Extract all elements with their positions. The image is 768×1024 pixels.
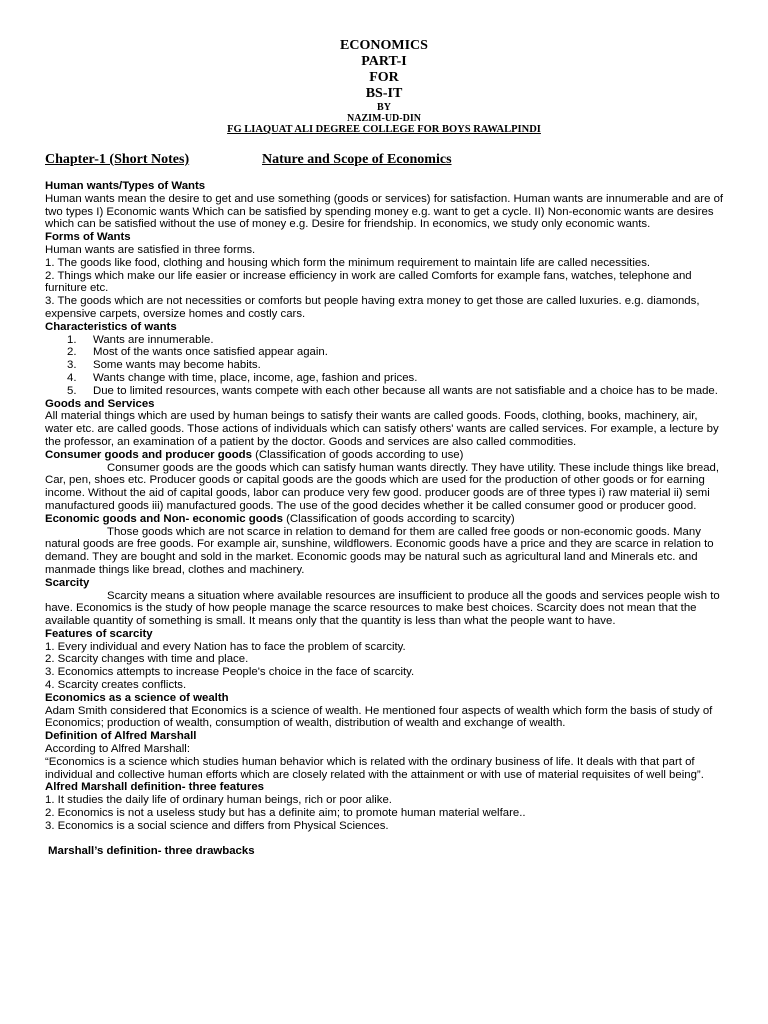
- paragraph-marshall-feature-3: 3. Economics is a social science and differs from Physical Sciences.: [45, 819, 389, 832]
- section-heading-goods-services: Goods and Services: [45, 397, 155, 410]
- paragraph-economic-goods: Those goods which are not scarce in relation to demand for them are called free goods or non-economic goods. Many natural goods are free goods. For example air, sunshine, wildflowers. Economic goods have a price and they are scarce in relation to demand. They are bought and sold in the market. Economic goods may be natural such as agricultural land and Minerals etc. and manmade things like bread, clothes and machinery.: [45, 525, 714, 576]
- section-heading-scarcity: Scarcity: [45, 576, 90, 589]
- characteristics-list: [45, 334, 725, 398]
- list-item: 3. Some wants may become habits.: [67, 359, 261, 372]
- paragraph-forms-3: 3. The goods which are not necessities or comforts but people having extra money to get those are called luxuries. e.g. diamonds, expensive carpets, oversize homes and costly cars.: [45, 295, 700, 320]
- list-item: 2. Most of the wants once satisfied appear again.: [67, 346, 328, 359]
- author-name: NAZIM-UD-DIN: [347, 113, 421, 124]
- title-part: PART-I: [361, 54, 407, 69]
- paragraph-features-1: 1. Every individual and every Nation has to face the problem of scarcity.: [45, 640, 406, 653]
- title-for: FOR: [369, 70, 399, 85]
- paragraph-marshall-feature-2: 2. Economics is not a useless study but has a definite aim; to promote human material welfare..: [45, 807, 526, 820]
- college-name: FG LIAQUAT ALI DEGREE COLLEGE FOR BOYS RAWALPINDI: [227, 124, 541, 135]
- title-economics: ECONOMICS: [340, 38, 428, 53]
- section-heading-marshall-features: Alfred Marshall definition- three features: [45, 781, 264, 794]
- by-label: BY: [377, 102, 391, 113]
- section-heading-wants: Human wants/Types of Wants: [45, 180, 206, 192]
- paragraph-marshall-intro: According to Alfred Marshall:: [45, 743, 190, 756]
- paragraph-wants: Human wants mean the desire to get and use something (goods or services) for satisfaction. Human wants are innumerable and are of two types I) Economic wants Which can be satisfied by spending money e.g. want to get a cycle. II) Non-economic wants are desires which can be satisfied without the use of money e.g. Desire for friendship. In economics, we study only economic wants.: [45, 192, 724, 231]
- paragraph-features-3: 3. Economics attempts to increase People's choice in the face of scarcity.: [45, 666, 415, 679]
- chapter-heading: [45, 152, 452, 168]
- paragraph-forms-1: 1. The goods like food, clothing and housing which form the minimum requirement to maintain life are called necessities.: [45, 256, 651, 269]
- section-heading-economic-goods: Economic goods and Non- economic goods (Classification of goods according to scarcity): [45, 512, 515, 525]
- chapter-title: Nature and Scope of Economics: [262, 152, 452, 167]
- section-heading-forms: Forms of Wants: [45, 231, 131, 244]
- section-heading-marshall-drawbacks: Marshall’s definition- three drawbacks: [48, 844, 255, 857]
- section-heading-characteristics: Characteristics of wants: [45, 320, 177, 333]
- notes-body: [45, 180, 725, 857]
- list-item: 5. Due to limited resources, wants compete with each other because all wants are not satisfiable and a choice has to be made.: [67, 384, 718, 397]
- section-heading-features-scarcity: Features of scarcity: [45, 627, 153, 640]
- paragraph-goods-services: All material things which are used by human beings to satisfy their wants are called goods. Foods, clothing, books, machinery, air, water etc. are called goods. Those actions of individuals which can satisfy others' wants are called services. For example, a lecture by the professor, an examination of a patient by the doctor. Goods and services are also called commodities.: [45, 410, 719, 448]
- section-heading-consumer-goods: Consumer goods and producer goods (Classification of goods according to use): [45, 448, 464, 461]
- spacer: [45, 833, 725, 845]
- chapter-label: Chapter-1 (Short Notes): [45, 152, 190, 167]
- paragraph-features-2: 2. Scarcity changes with time and place.: [45, 653, 249, 666]
- section-heading-wealth: Economics as a science of wealth: [45, 691, 229, 704]
- paragraph-forms-2: 2. Things which make our life easier or increase efficiency in work are called Comforts for example fans, watches, telephone and furniture etc.: [45, 269, 692, 295]
- paragraph-marshall-feature-1: 1. It studies the daily life of ordinary human beings, rich or poor alike.: [45, 794, 392, 807]
- list-item: 4. Wants change with time, place, income, age, fashion and prices.: [67, 371, 418, 384]
- section-heading-marshall: Definition of Alfred Marshall: [45, 730, 197, 743]
- title-bs-it: BS-IT: [365, 86, 403, 101]
- list-item: 1. Wants are innumerable.: [67, 333, 214, 346]
- paragraph-features-4: 4. Scarcity creates conflicts.: [45, 679, 187, 692]
- paragraph-forms-intro: Human wants are satisfied in three forms.: [45, 243, 256, 256]
- paragraph-wealth: Adam Smith considered that Economics is a science of wealth. He mentioned four aspects of wealth which form the basis of study of Economics; production of wealth, consumption of wealth, distribution of wealth and exchange of wealth.: [45, 704, 713, 730]
- paragraph-consumer-goods: Consumer goods are the goods which can satisfy human wants directly. They have utility. These include things like bread, Car, pen, shoes etc. Producer goods or capital goods are the goods which are used for the production of other goods or for earning income. Without the aid of capital goods, labor can produce very few good. producer goods are of three types i) raw material ii) semi manufactured goods iii) manufactured goods. The use of the good decides whether it be called consumer good or producer good.: [45, 461, 720, 512]
- paragraph-marshall-quote: “Economics is a science which studies human behavior which is related with the ordinary business of life. It deals with that part of individual and collective human efforts which are closely related with the attainment or with use of material requisites of well being”.: [45, 755, 704, 781]
- paragraph-scarcity: Scarcity means a situation where available resources are insufficient to produce all the goods and services people wish to have. Economics is the study of how people manage the scarce resources to make best choices. Scarcity does not mean that the available quantity of something is small. It means only that the quantity is less than what the people want to have.: [45, 589, 720, 628]
